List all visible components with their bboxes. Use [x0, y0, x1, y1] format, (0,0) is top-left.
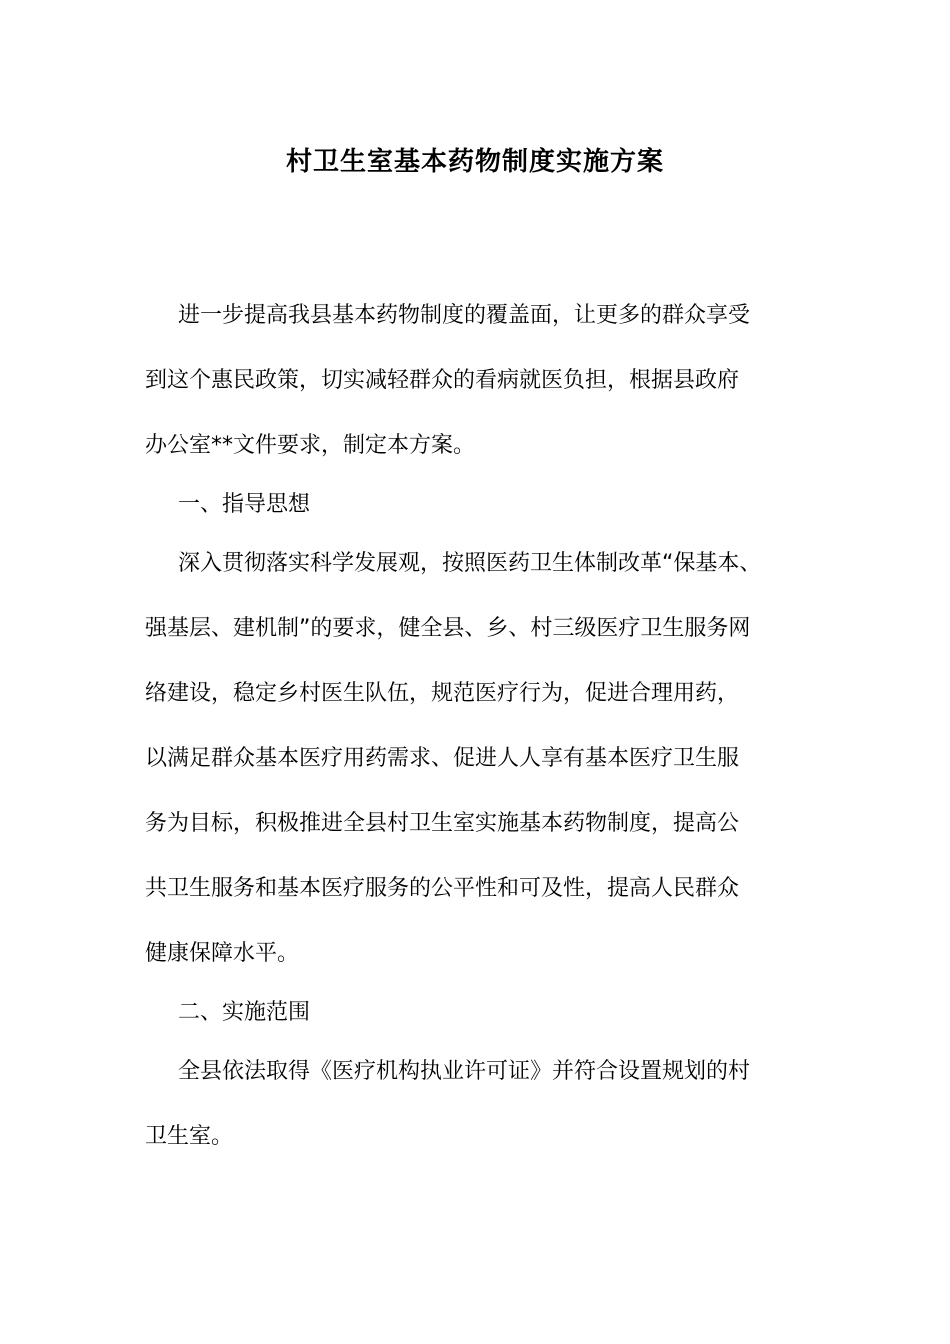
paragraph-guiding-line-3: 络建设，稳定乡村医生队伍，规范医疗行为，促进合理用药，: [145, 681, 740, 706]
paragraph-scope-line-2: 卫生室。: [145, 1124, 234, 1149]
paragraph-guiding-line-2: 强基层、建机制”的要求，健全县、乡、村三级医疗卫生服务网: [145, 616, 751, 641]
paragraph-intro-line-2: 到这个惠民政策，切实减轻群众的看病就医负担，根据县政府: [145, 368, 740, 393]
paragraph-guiding-line-1: 深入贯彻落实科学发展观，按照医药卫生体制改革“保基本、: [178, 551, 762, 576]
paragraph-intro-line-1: 进一步提高我县基本药物制度的覆盖面，让更多的群众享受: [178, 303, 751, 328]
paragraph-scope-line-1: 全县依法取得《医疗机构执业许可证》并符合设置规划的村: [178, 1059, 751, 1084]
paragraph-guiding-line-5: 务为目标，积极推进全县村卫生室实施基本药物制度，提高公: [145, 811, 740, 836]
paragraph-intro-line-3: 办公室**文件要求，制定本方案。: [145, 433, 476, 458]
section-heading-guiding-ideology: 一、指导思想: [178, 492, 311, 517]
paragraph-guiding-line-6: 共卫生服务和基本医疗服务的公平性和可及性，提高人民群众: [145, 876, 740, 901]
section-heading-scope: 二、实施范围: [178, 1000, 311, 1025]
paragraph-guiding-line-4: 以满足群众基本医疗用药需求、促进人人享有基本医疗卫生服: [145, 746, 740, 771]
paragraph-guiding-line-7: 健康保障水平。: [145, 941, 300, 966]
document-title: 村卫生室基本药物制度实施方案: [285, 147, 664, 177]
